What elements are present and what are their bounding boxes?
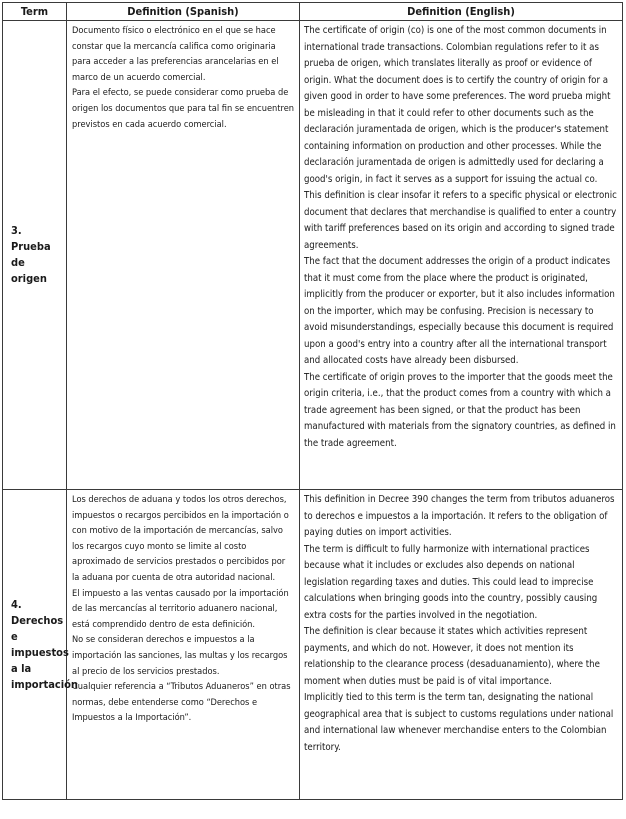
table-row — [3, 21, 623, 490]
spanish-paragraph: Cualquier referencia a “Tributos Aduaneros” en otras normas, debe entenderse como “Derechos e Impuestos a la Importación”. — [72, 681, 291, 724]
english-paragraph: The certificate of origin proves to the importer that the goods meet the origin criteria, i.e., that the product comes from a country with which a trade agreement has been signed, or that the product has been manufactured with materials from the signatory countries, as defined in the trade agreement. — [304, 371, 616, 449]
header-definition-spanish: Definition (Spanish) — [67, 3, 300, 21]
header-term: Term — [3, 3, 67, 21]
english-paragraph: The definition is clear because it states which activities represent payments, and which do not. However, it does not mention its relationship to the clearance process (desaduanamiento), where the moment when duties must be paid is of vital importance. — [304, 626, 600, 687]
definition-spanish-cell — [67, 21, 300, 490]
spanish-paragraph: No se consideran derechos e impuestos a la importación las sanciones, las multas y los recargos al precio de los servicios prestados. — [72, 634, 288, 677]
spanish-paragraph: El impuesto a las ventas causado por la importación de las mercancías al territorio aduanero nacional, está comprendido dentro de esta definición. — [72, 587, 289, 630]
english-paragraph: This definition in Decree 390 changes the term from tributos aduaneros to derechos e impuestos a la importación. It refers to the obligation of paying duties on import activities. — [304, 494, 615, 538]
definition-english-cell — [300, 490, 623, 800]
header-definition-english: Definition (English) — [300, 3, 623, 21]
definition-spanish-cell — [67, 490, 300, 800]
term-cell: 3. Prueba de origen — [3, 21, 67, 490]
english-paragraph: This definition is clear insofar it refers to a specific physical or electronic document that declares that merchandise is qualified to enter a country with tariff preferences based on its origin and according to signed trade agreements. — [304, 190, 617, 251]
english-paragraph: The certificate of origin (co) is one of the most common documents in international trade transactions. Colombian regulations refer to it as prueba de origen, which translates literally as proof or evidence of origin. What the document does is to certify the country of origin for a given good in order to have some preferences. The word prueba might be misleading in that it could refer to other documents such as the declaración juramentada de origen, which is the producer's statement containing information on production and other processes. While the declaración juramentada de origen is admittedly used for declaring a good's origin, in fact it serves as a support for issuing the actual co. — [304, 25, 611, 185]
term-cell: 4. Derechos e impuestos a la importación — [3, 490, 67, 800]
spanish-paragraph: Documento físico o electrónico en el que se hace constar que la mercancía califica como originaria para acceder a las preferencias arancelarias en el marco de un acuerdo comercial. — [72, 25, 279, 83]
english-paragraph: Implicitly tied to this term is the term tan, designating the national geographical area that is subject to customs regulations under national and international law whenever merchandise enters to the Colombian territory. — [304, 692, 614, 753]
table-row — [3, 490, 623, 800]
definition-english-cell — [300, 21, 623, 490]
spanish-paragraph: Los derechos de aduana y todos los otros derechos, impuestos o recargos percibidos en la importación o con motivo de la importación de mercancías, salvo los recargos cuyo monto se limite al costo aproximado de servicios prestados o percibidos por la aduana por cuenta de otra autoridad nacional. — [72, 494, 289, 583]
english-paragraph: The term is difficult to fully harmonize with international practices because what it includes or excludes also depends on national legislation regarding taxes and duties. This could lead to imprecise calculations when bringing goods into the country, possibly causing extra costs for the parties involved in the negotiation. — [304, 543, 598, 621]
spanish-paragraph: Para el efecto, se puede considerar como prueba de origen los documentos que para tal fin se encuentren previstos en cada acuerdo comercial. — [72, 87, 295, 130]
english-paragraph: The fact that the document addresses the origin of a product indicates that it must come from the place where the product is originated, implicitly from the producer or exporter, but it also includes information on the importer, which may be confusing. Precision is necessary to avoid misunderstandings, especially because this document is required upon a good's entry into a country after all the international transport and allocated costs have already been disbursed. — [304, 256, 615, 366]
terminology-table — [2, 2, 623, 800]
table-header-row — [3, 3, 623, 21]
